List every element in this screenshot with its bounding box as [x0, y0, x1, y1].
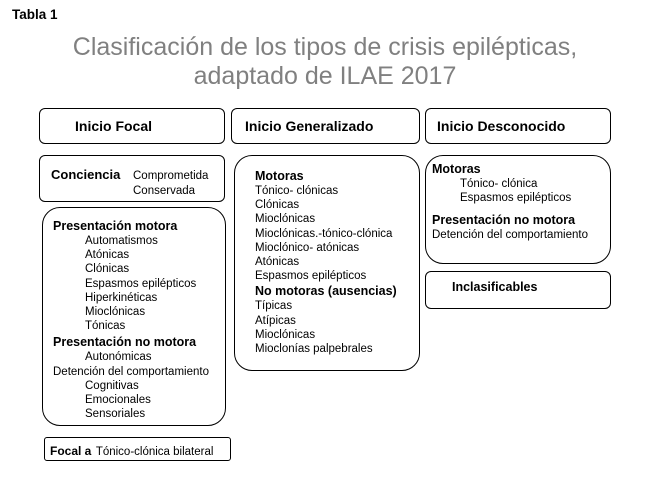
focal-motor-item: Hiperkinéticas — [85, 291, 158, 304]
generalized-motor-item: Atónicas — [255, 256, 300, 269]
generalized-motor-item: Mioclónico- atónicas — [255, 241, 360, 254]
focal-motor-item: Atónicas — [85, 249, 130, 262]
focal-nonmotor-heading: Presentación no motora — [53, 335, 197, 350]
focal-awareness-box — [39, 155, 225, 202]
header-unknown — [425, 108, 611, 144]
generalized-motor-item: Espasmos epilépticos — [255, 270, 367, 283]
unknown-motor-item: Espasmos epilépticos — [460, 192, 572, 205]
unclassified-label: Inclasificables — [452, 280, 538, 294]
focal-to-bilateral-text: Tónico-clónica bilateral — [95, 446, 214, 458]
generalized-motor-item: Tónico- clónicas — [255, 185, 339, 197]
table-label: Tabla 1 — [12, 7, 58, 22]
generalized-motor-item: Mioclónicas.-tónico-clónica — [255, 227, 393, 240]
header-focal — [39, 108, 225, 144]
generalized-motor-heading: Motoras — [255, 169, 304, 183]
header-focal-label: Inicio Focal — [75, 118, 153, 134]
focal-nonmotor-item: Emocionales — [85, 394, 151, 407]
generalized-motor-item: Clónicas — [255, 199, 300, 212]
generalized-nonmotor-item: Atípicas — [255, 314, 296, 327]
awareness-label: Conciencia — [51, 167, 121, 182]
generalized-nonmotor-heading: No motoras (ausencias) — [255, 284, 397, 299]
generalized-box — [234, 155, 420, 371]
diagram-title — [0, 33, 650, 91]
focal-nonmotor-behavior-arrest: Detención del comportamiento — [53, 365, 209, 378]
unknown-motor-heading: Motoras — [432, 162, 481, 176]
focal-presentation-box — [42, 207, 226, 426]
unclassified-box — [425, 271, 611, 309]
unknown-nonmotor-item: Detención del comportamiento — [432, 229, 588, 242]
generalized-motor-item: Mioclónicas — [255, 213, 316, 226]
title-line-2: adaptado de ILAE 2017 — [193, 62, 457, 90]
unknown-motor-item: Tónico- clónica — [460, 178, 538, 190]
header-unknown-label: Inicio Desconocido — [437, 118, 566, 134]
focal-motor-item: Mioclónicas — [85, 306, 146, 319]
focal-nonmotor-item: Cognitivas — [85, 379, 139, 392]
focal-to-bilateral-box — [44, 437, 231, 461]
unknown-box — [425, 155, 611, 264]
generalized-nonmotor-item: Mioclónicas — [255, 328, 316, 341]
focal-nonmotor-item: Sensoriales — [85, 408, 146, 421]
focal-motor-heading: Presentación motora — [53, 219, 178, 233]
awareness-option: Comprometida — [133, 170, 209, 182]
generalized-nonmotor-item: Mioclonías palpebrales — [255, 343, 373, 356]
focal-motor-item: Clónicas — [85, 263, 130, 276]
focal-motor-item: Automatismos — [85, 235, 158, 247]
generalized-nonmotor-item: Típicas — [255, 300, 293, 313]
header-generalized-label: Inicio Generalizado — [245, 118, 374, 134]
title-line-1: Clasificación de los tipos de crisis epilépticas, — [72, 33, 578, 61]
focal-motor-item: Tónicas — [85, 320, 126, 333]
awareness-option: Conservada — [133, 185, 196, 197]
header-generalized — [231, 108, 420, 144]
unknown-nonmotor-heading: Presentación no motora — [432, 213, 576, 228]
focal-motor-item: Espasmos epilépticos — [85, 277, 197, 290]
focal-to-bilateral-prefix: Focal a — [50, 444, 92, 458]
focal-nonmotor-item: Autonómicas — [85, 351, 152, 364]
